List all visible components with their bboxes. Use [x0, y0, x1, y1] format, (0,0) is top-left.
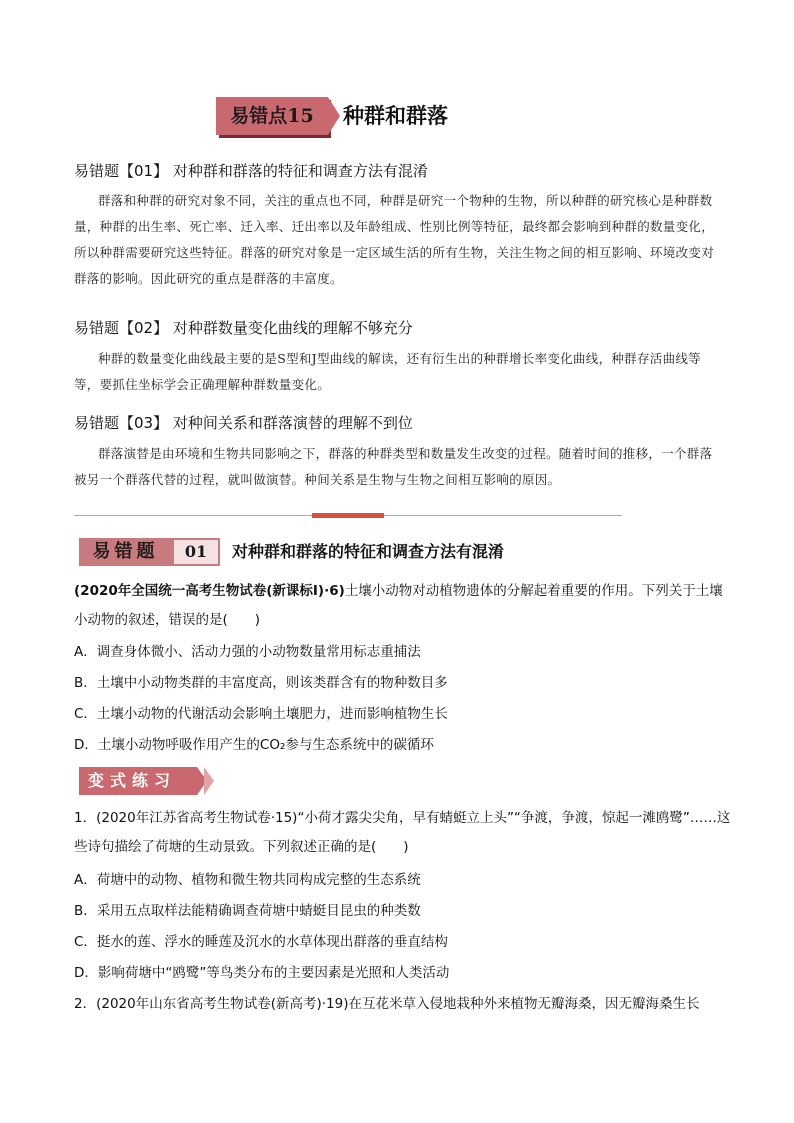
practice-tag-arrow-light — [204, 767, 214, 795]
question-option-d: D．土壤小动物呼吸作用产生的CO₂参与生态系统中的碳循环 — [74, 737, 434, 753]
summary-paragraph-01: 群落和种群的研究对象不同，关注的重点也不同，种群是研究一个物种的生物，所以种群的研究核心是种群数量，种群的出生率、死亡率、迁入率、迁出率以及年龄组成、性别比例等特征，最终都会影响到种群的数量变化，所以种群需要研究这些特征。群落的研究对象是一定区域生活的所有生物，关注生物之间的相互影响、环境改变对群落的影响。因此研究的重点是群落的丰富度。 — [74, 193, 715, 286]
summary-heading-03: 易错题【03】 对种间关系和群落演替的理解不到位 — [74, 414, 413, 432]
section-label: 易错题 — [79, 538, 172, 566]
section-title: 对种群和群落的特征和调查方法有混淆 — [232, 542, 505, 561]
title-badge: 易错点15 — [216, 97, 328, 135]
summary-paragraph-03: 群落演替是由环境和生物共同影响之下，群落的种群类型和数量发生改变的过程。随着时间的推移，一个群落被另一个群落代替的过程，就叫做演替。种间关系是生物与生物之间相互影响的原因。 — [74, 446, 713, 487]
question-source: (2020年全国统一高考生物试卷(新课标Ⅰ)·6) — [74, 583, 345, 599]
practice-question-2: 2．(2020年山东省高考生物试卷(新高考)·19)在互花米草入侵地栽种外来植物无瓣海桑，因无瓣海桑生长 — [74, 996, 700, 1012]
practice-question-1: 1．(2020年江苏省高考生物试卷·15)“小荷才露尖尖角，早有蜻蜓立上头”“争渡，争渡，惊起一滩鸥鹭”……这些诗句描绘了荷塘的生动景致。下列叙述正确的是( ) — [74, 810, 731, 855]
practice-q1-option-b: B．采用五点取样法能精确调查荷塘中蜻蜓目昆虫的种类数 — [74, 903, 421, 919]
summary-heading-01: 易错题【01】 对种群和群落的特征和调查方法有混淆 — [74, 162, 428, 180]
question-text: 土壤小动物对动植物遗体的分解起着重要的作用。下列关于土壤小动物的叙述，错误的是( ) — [74, 583, 723, 628]
title-badge-arrow — [328, 97, 340, 135]
page-title: 种群和群落 — [343, 103, 448, 128]
question-option-b: B．土壤中小动物类群的丰富度高，则该类群含有的物种数目多 — [74, 675, 448, 691]
practice-q1-option-d: D．影响荷塘中“鸥鹭”等鸟类分布的主要因素是光照和人类活动 — [74, 965, 450, 981]
question-option-a: A．调查身体微小、活动力强的小动物数量常用标志重捕法 — [74, 644, 421, 660]
summary-heading-02: 易错题【02】 对种群数量变化曲线的理解不够充分 — [74, 319, 413, 337]
practice-q1-option-c: C．挺水的莲、浮水的睡莲及沉水的水草体现出群落的垂直结构 — [74, 934, 448, 950]
summary-paragraph-02: 种群的数量变化曲线最主要的是S型和J型曲线的解读，还有衍生出的种群增长率变化曲线，种群存活曲线等等，要抓住坐标学会正确理解种群数量变化。 — [74, 351, 701, 392]
practice-q1-option-a: A．荷塘中的动物、植物和微生物共同构成完整的生态系统 — [74, 872, 421, 888]
section-divider-mark — [312, 513, 384, 518]
question-stem — [74, 577, 734, 635]
question-option-c: C．土壤小动物的代谢活动会影响土壤肥力，进而影响植物生长 — [74, 706, 448, 722]
practice-label: 变式练习 — [88, 771, 177, 790]
section-number: 01 — [172, 538, 220, 566]
